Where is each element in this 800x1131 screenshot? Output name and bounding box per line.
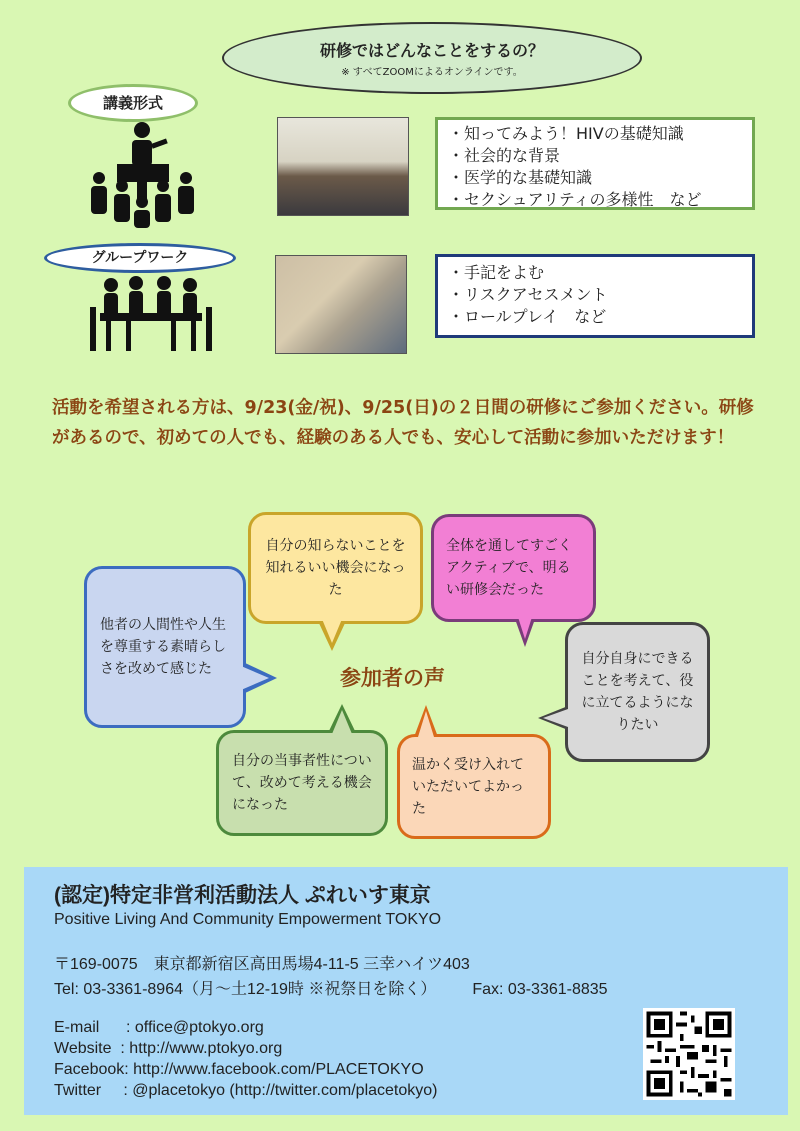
fax-number: Fax: 03-3361-8835: [472, 981, 608, 998]
lecture-topic: ・社会的な背景: [448, 146, 561, 165]
org-address: 〒169-0075 東京都新宿区高田馬場4-11-5 三幸ハイツ403: [54, 956, 470, 973]
voice-text: 全体を通してすごくアクティブで、明るい研修会だった: [446, 538, 572, 598]
voices-title: 参加者の声: [340, 666, 445, 690]
voice-bubble-tail: [332, 710, 352, 734]
phone-number: Tel: 03-3361-8964（月〜土12-19時 ※祝祭日を除く）: [54, 981, 437, 998]
training-notice: 活動を希望される方は、9/23(金/祝)、9/25(日)の２日間の研修にご参加ください。研修があるので、初めての人でも、経験のある人でも、安心して活動に参加いただけます！: [52, 398, 754, 448]
header-question: 研修ではどんなことをするの？: [319, 41, 544, 60]
voice-bubble-2: [248, 512, 423, 624]
lecture-topic: ・医学的な基礎知識: [448, 168, 593, 187]
header-note: ※ すべてZOOMによるオンラインです。: [341, 67, 523, 78]
voice-text: 自分の当事者性について、改めて考える機会になった: [232, 753, 372, 813]
group-work-photo: [275, 255, 407, 354]
voice-bubble-tail: [241, 666, 269, 690]
org-name: (認定)特定非営利活動法人 ぷれいす東京: [54, 884, 431, 907]
lecture-label: 講義形式: [68, 84, 198, 122]
voice-bubble-tail: [418, 711, 434, 737]
voice-text: 自分自身にできることを考えて、役に立てるようになりたい: [581, 651, 694, 733]
lecture-topics-box: [435, 117, 755, 210]
voice-bubble-6: [397, 734, 551, 839]
group-work-topic: ・ロールプレイ など: [448, 307, 607, 326]
lecture-people-icon: [85, 120, 200, 230]
group-work-topic: ・手記をよむ: [448, 263, 545, 282]
facebook-link[interactable]: Facebook: http://www.facebook.com/PLACETOKYO: [54, 1061, 424, 1078]
group-work-topic: ・リスクアセスメント: [448, 285, 608, 304]
org-english-name: Positive Living And Community Empowerment TOKYO: [54, 911, 442, 928]
email-link[interactable]: E-mail : office@ptokyo.org: [54, 1019, 264, 1036]
voice-bubble-tail: [518, 617, 532, 639]
voice-bubble-5: [216, 730, 388, 836]
website-link[interactable]: Website : http://www.ptokyo.org: [54, 1040, 283, 1057]
lecture-photo: [277, 117, 409, 216]
qr-code-icon: [643, 1008, 735, 1100]
group-work-label: グループワーク: [44, 243, 236, 273]
contact-phone-row: [54, 976, 758, 999]
lecture-topic: ・知ってみよう！HIVの基礎知識: [448, 124, 684, 143]
voice-bubble-1: [84, 566, 246, 728]
voice-bubble-3: [431, 514, 596, 622]
voice-text: 温かく受け入れていただいてよかった: [412, 756, 524, 817]
voice-bubble-tail: [543, 709, 568, 727]
group-work-people-icon: [86, 275, 216, 355]
twitter-link[interactable]: Twitter : @placetokyo (http://twitter.com/placetokyo): [54, 1082, 438, 1099]
voice-bubble-tail: [322, 619, 342, 643]
voice-text: 他者の人間性や人生を尊重する素晴らしさを改めて感じた: [100, 617, 226, 677]
voice-text: 自分の知らないことを知れるいい機会になった: [265, 538, 406, 598]
group-work-topics-box: [435, 254, 755, 338]
header-oval: [222, 22, 642, 94]
voice-bubble-4: [565, 622, 710, 762]
lecture-topic: ・セクシュアリティの多様性 など: [448, 190, 702, 209]
